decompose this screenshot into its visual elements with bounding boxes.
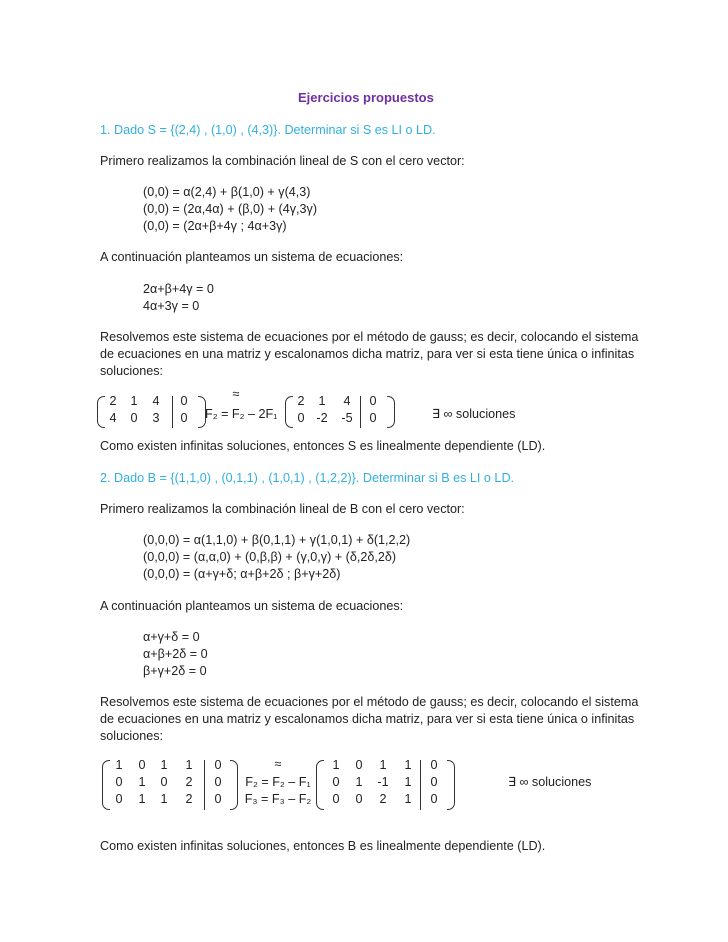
matrix-cell: 2 (379, 792, 387, 806)
matrix-cell: 1 (115, 758, 123, 772)
ex1-conclusion: Como existen infinitas soluciones, entonces S es linealmente dependiente (LD). (100, 439, 546, 453)
matrix-cell: 0 (430, 792, 438, 806)
matrix-cell: 1 (160, 792, 168, 806)
matrix-cell: 1 (404, 775, 412, 789)
ex1-system-intro: A continuación planteamos un sistema de ecuaciones: (100, 250, 404, 264)
matrix-cell: 4 (152, 394, 160, 408)
matrix-cell: 0 (355, 792, 363, 806)
right-bracket (230, 760, 238, 810)
matrix-cell: 0 (369, 411, 377, 425)
matrix-cell: -1 (377, 775, 389, 789)
ex1-combo-line: (0,0) = (2α+β+4γ ; 4α+3γ) (143, 219, 287, 233)
ex2-combo-line: (0,0,0) = (α+γ+δ; α+β+2δ ; β+γ+2δ) (143, 567, 341, 581)
ex2-equation: α+β+2δ = 0 (143, 647, 208, 661)
matrix-cell: -5 (341, 411, 353, 425)
augment-bar (420, 760, 421, 810)
matrix-cell: 3 (152, 411, 160, 425)
matrix-cell: 0 (214, 775, 222, 789)
matrix-cell: 0 (430, 775, 438, 789)
matrix-cell: 1 (318, 394, 326, 408)
approx-symbol: ≈ (274, 757, 282, 771)
matrix-cell: 0 (160, 775, 168, 789)
ex1-combo-line: (0,0) = (2α,4α) + (β,0) + (4γ,3γ) (143, 202, 318, 216)
left-bracket (97, 396, 105, 428)
matrix-cell: 2 (185, 792, 193, 806)
approx-symbol: ≈ (232, 387, 240, 401)
row-operation: F₂ = F₂ – F₁ (245, 775, 311, 789)
matrix-cell: 0 (332, 775, 340, 789)
matrix-cell: 0 (355, 758, 363, 772)
augment-bar (360, 396, 361, 428)
matrix-cell: 2 (185, 775, 193, 789)
ex1-combo-line: (0,0) = α(2,4) + β(1,0) + γ(4,3) (143, 185, 311, 199)
right-bracket (387, 396, 395, 428)
matrix-cell: 1 (355, 775, 363, 789)
row-operation: F₃ = F₃ – F₂ (244, 792, 312, 806)
matrix-cell: 1 (138, 792, 146, 806)
matrix-cell: 0 (180, 411, 188, 425)
ex2-system-intro: A continuación planteamos un sistema de ecuaciones: (100, 599, 404, 613)
ex2-result: ∃ ∞ soluciones (508, 775, 592, 789)
matrix-cell: 1 (130, 394, 138, 408)
ex2-equation: α+γ+δ = 0 (143, 630, 200, 644)
ex2-gauss-text: de ecuaciones en una matriz y escalonamos dicha matriz, para ver si esta tiene única o infinitas (100, 712, 635, 726)
matrix-cell: 0 (214, 792, 222, 806)
matrix-cell: -2 (316, 411, 328, 425)
ex1-equation: 4α+3γ = 0 (143, 299, 200, 313)
matrix-cell: 1 (185, 758, 193, 772)
matrix-cell: 4 (109, 411, 117, 425)
ex1-equation: 2α+β+4γ = 0 (143, 282, 214, 296)
matrix-cell: 0 (130, 411, 138, 425)
matrix-cell: 1 (379, 758, 387, 772)
right-bracket (447, 760, 455, 810)
ex2-combo-line: (0,0,0) = α(1,1,0) + β(0,1,1) + γ(1,0,1) + δ(1,2,2) (143, 533, 411, 547)
ex1-gauss-text: Resolvemos este sistema de ecuaciones por el método de gauss; es decir, colocando el sistema (100, 330, 639, 344)
ex2-gauss-text: Resolvemos este sistema de ecuaciones por el método de gauss; es decir, colocando el sistema (100, 695, 639, 709)
matrix-cell: 0 (138, 758, 146, 772)
matrix-cell: 2 (109, 394, 117, 408)
matrix-cell: 1 (404, 758, 412, 772)
matrix-cell: 0 (115, 792, 123, 806)
left-bracket (102, 760, 110, 810)
matrix-cell: 0 (214, 758, 222, 772)
matrix-cell: 0 (297, 411, 305, 425)
matrix-cell: 2 (297, 394, 305, 408)
ex1-result: ∃ ∞ soluciones (432, 407, 516, 421)
matrix-cell: 0 (332, 792, 340, 806)
augment-bar (172, 396, 173, 428)
matrix-cell: 0 (369, 394, 377, 408)
matrix-cell: 0 (115, 775, 123, 789)
exercise-2-intro: Primero realizamos la combinación lineal de B con el cero vector: (100, 502, 465, 516)
matrix-cell: 1 (160, 758, 168, 772)
ex2-gauss-text: soluciones: (100, 729, 164, 743)
ex1-gauss-text: de ecuaciones en una matriz y escalonamos dicha matriz, para ver si esta tiene única o infinitas (100, 347, 635, 361)
matrix-cell: 4 (343, 394, 351, 408)
matrix-cell: 1 (138, 775, 146, 789)
ex2-combo-line: (0,0,0) = (α,α,0) + (0,β,β) + (γ,0,γ) + (δ,2δ,2δ) (143, 550, 397, 564)
augment-bar (204, 760, 205, 810)
exercise-1-heading: 1. Dado S = {(2,4) , (1,0) , (4,3)}. Determinar si S es LI o LD. (100, 123, 436, 137)
ex2-conclusion: Como existen infinitas soluciones, entonces B es linealmente dependiente (LD). (100, 839, 546, 853)
exercise-2-heading: 2. Dado B = {(1,1,0) , (0,1,1) , (1,0,1) , (1,2,2)}. Determinar si B es LI o LD. (100, 471, 515, 485)
row-operation: F₂ = F₂ – 2F₁ (205, 407, 278, 421)
ex2-equation: β+γ+2δ = 0 (143, 664, 207, 678)
left-bracket (316, 760, 324, 810)
matrix-cell: 0 (430, 758, 438, 772)
matrix-cell: 0 (180, 394, 188, 408)
page-title: Ejercicios propuestos (298, 90, 434, 105)
ex1-gauss-text: soluciones: (100, 364, 164, 378)
matrix-cell: 1 (404, 792, 412, 806)
exercise-1-intro: Primero realizamos la combinación lineal de S con el cero vector: (100, 154, 465, 168)
matrix-cell: 1 (332, 758, 340, 772)
